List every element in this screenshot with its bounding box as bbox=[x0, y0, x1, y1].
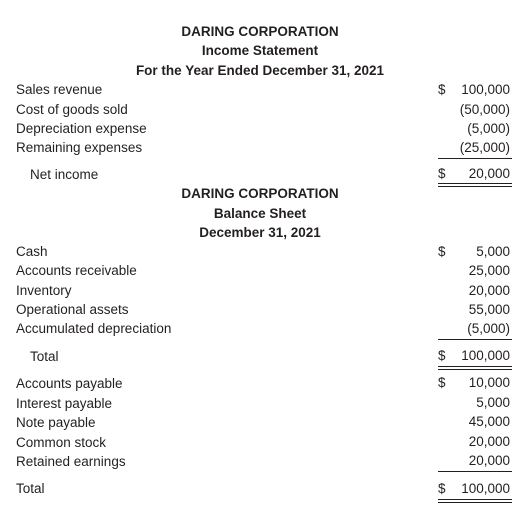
liability-equity-row-label: Common stock bbox=[16, 435, 107, 450]
liability-equity-row-amount bbox=[438, 453, 510, 469]
amount-value: 20,000 bbox=[468, 453, 510, 468]
income-row-amount bbox=[438, 140, 510, 156]
income-row-amount bbox=[438, 82, 510, 98]
asset-row-amount bbox=[438, 244, 510, 260]
total-double-rule bbox=[438, 499, 512, 503]
balance-sheet-company-name: DARING CORPORATION bbox=[181, 186, 339, 201]
income-row-amount bbox=[438, 121, 510, 137]
asset-row-label: Operational assets bbox=[16, 302, 129, 317]
liability-equity-row-amount bbox=[438, 375, 510, 391]
amount-value: 10,000 bbox=[468, 375, 510, 390]
assets-total-amount bbox=[438, 348, 510, 364]
balance-sheet-title: Balance Sheet bbox=[213, 206, 307, 221]
amount-value: 100,000 bbox=[461, 82, 510, 97]
amount-value: (5,000) bbox=[467, 121, 510, 136]
amount-value: 5,000 bbox=[476, 395, 510, 410]
liability-equity-row-amount bbox=[438, 434, 510, 450]
dollar-sign: $ bbox=[438, 375, 446, 390]
amount-value: (25,000) bbox=[459, 140, 510, 155]
asset-row-label: Inventory bbox=[16, 283, 72, 298]
assets-total-label: Total bbox=[30, 349, 59, 364]
subtotal-rule bbox=[438, 339, 512, 340]
income-row-amount bbox=[438, 102, 510, 118]
amount-value: 5,000 bbox=[476, 244, 510, 259]
asset-row-label: Accumulated depreciation bbox=[16, 321, 172, 336]
amount-value: 20,000 bbox=[468, 434, 510, 449]
amount-value: 55,000 bbox=[468, 302, 510, 317]
amount-value: 45,000 bbox=[468, 414, 510, 429]
income-statement-title: Income Statement bbox=[201, 43, 319, 58]
liability-equity-row-label: Accounts payable bbox=[16, 376, 123, 391]
asset-row-amount bbox=[438, 283, 510, 299]
total-double-rule bbox=[438, 366, 512, 370]
asset-row-label: Accounts receivable bbox=[16, 263, 137, 278]
amount-value: 25,000 bbox=[468, 263, 510, 278]
liabilities-equity-total-amount bbox=[438, 481, 510, 497]
net-income-amount bbox=[438, 166, 510, 182]
dollar-sign: $ bbox=[438, 481, 446, 496]
amount-value: 20,000 bbox=[468, 283, 510, 298]
income-statement-period: For the Year Ended December 31, 2021 bbox=[135, 63, 385, 78]
liability-equity-row-label: Note payable bbox=[16, 415, 96, 430]
asset-row-label: Cash bbox=[16, 244, 48, 259]
liability-equity-row-label: Interest payable bbox=[16, 396, 113, 411]
net-income-label: Net income bbox=[30, 167, 99, 182]
liability-equity-row-amount bbox=[438, 395, 510, 411]
income-row-label: Remaining expenses bbox=[16, 140, 143, 155]
amount-value: 20,000 bbox=[468, 166, 510, 181]
amount-value: (5,000) bbox=[467, 321, 510, 336]
liability-equity-row-label: Retained earnings bbox=[16, 454, 126, 469]
income-row-label: Depreciation expense bbox=[16, 121, 147, 136]
dollar-sign: $ bbox=[438, 244, 446, 259]
dollar-sign: $ bbox=[438, 82, 446, 97]
amount-value: 100,000 bbox=[461, 481, 510, 496]
liabilities-equity-total-label: Total bbox=[16, 481, 45, 496]
asset-row-amount bbox=[438, 302, 510, 318]
amount-value: (50,000) bbox=[459, 102, 510, 117]
dollar-sign: $ bbox=[438, 348, 446, 363]
balance-sheet-date: December 31, 2021 bbox=[199, 225, 321, 240]
asset-row-amount bbox=[438, 263, 510, 279]
liability-equity-row-amount bbox=[438, 414, 510, 430]
asset-row-amount bbox=[438, 321, 510, 337]
income-statement-company-name: DARING CORPORATION bbox=[181, 24, 339, 39]
dollar-sign: $ bbox=[438, 166, 446, 181]
income-row-label: Sales revenue bbox=[16, 82, 103, 97]
subtotal-rule bbox=[438, 158, 512, 159]
subtotal-rule bbox=[438, 471, 512, 472]
amount-value: 100,000 bbox=[461, 348, 510, 363]
income-row-label: Cost of goods sold bbox=[16, 102, 128, 117]
